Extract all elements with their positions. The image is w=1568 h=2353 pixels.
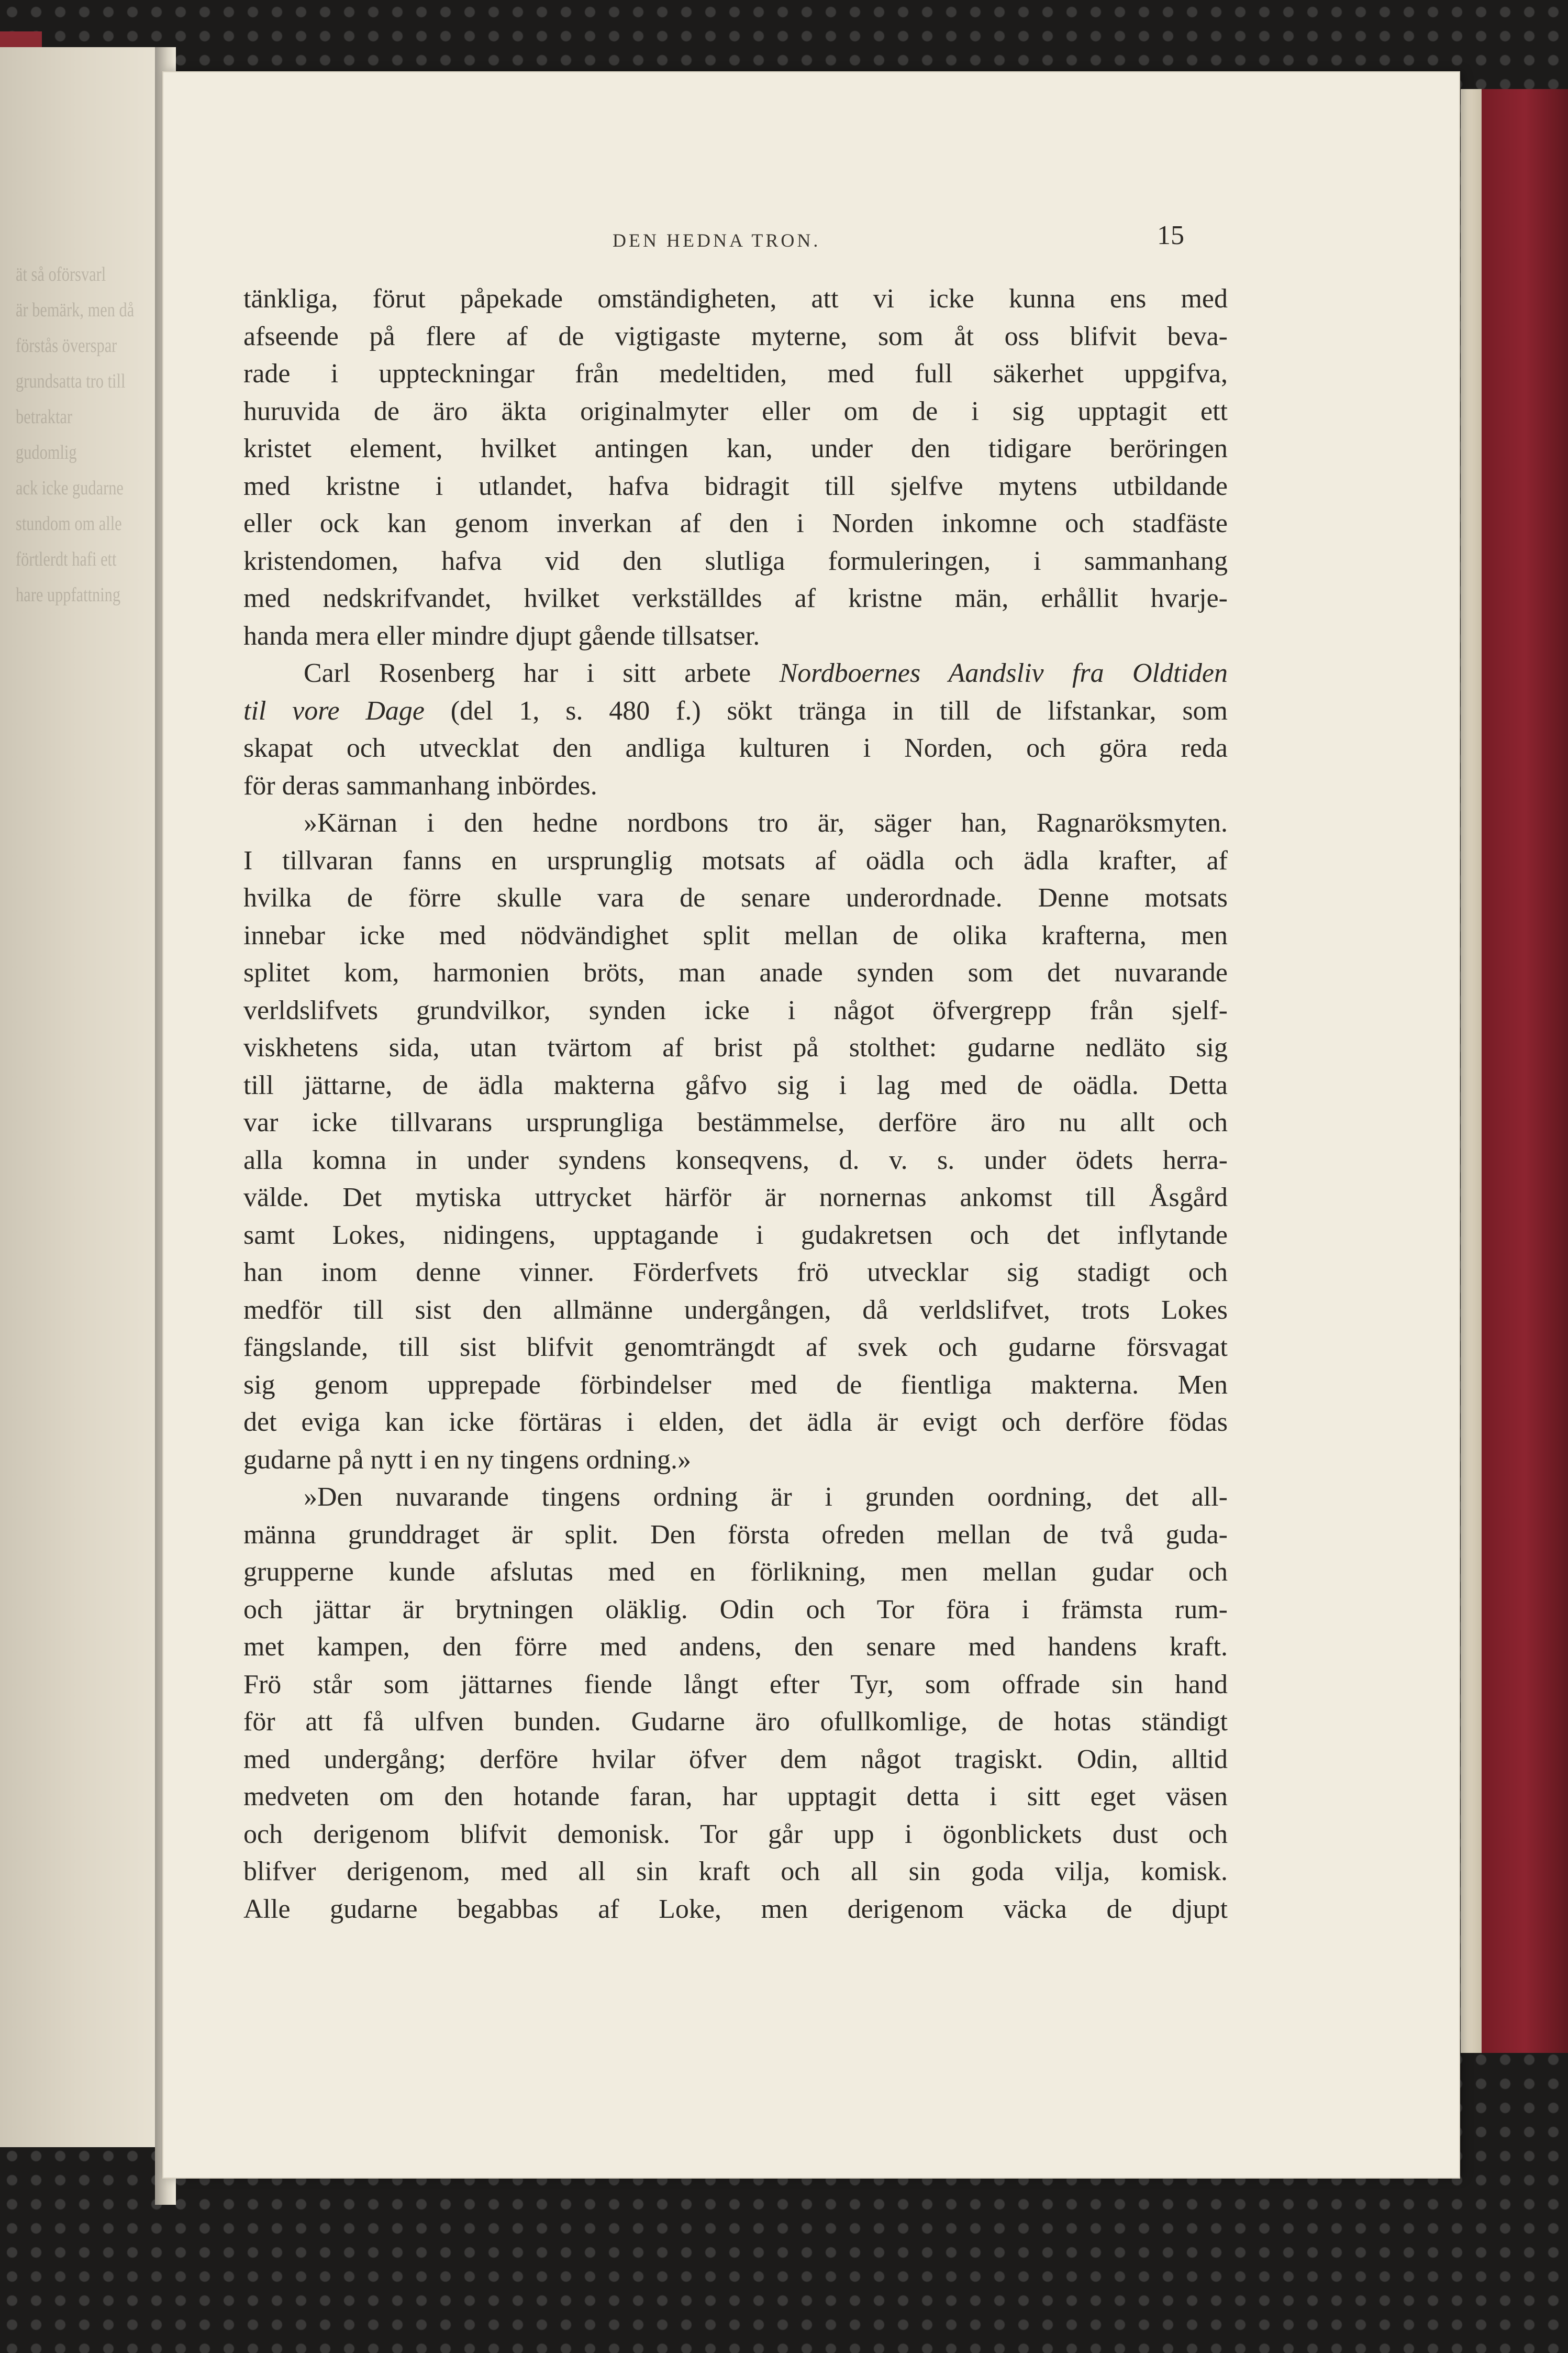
text-run: rade i uppteckningar från medeltiden, med full säkerhet uppgifva, [243, 359, 1228, 389]
text-line [243, 1628, 1228, 1666]
text-run: viskhetens sida, utan tvärtom af brist på stolthet: gudarne nedläto sig [243, 1033, 1228, 1063]
body-text [243, 280, 1228, 1928]
text-line [243, 393, 1228, 430]
text-line [243, 992, 1228, 1030]
text-run: medför till sist den allmänne undergången, då verldslifvet, trots Lokes [243, 1295, 1228, 1325]
text-line [243, 1516, 1228, 1554]
right-book-cover [1461, 89, 1568, 2053]
facing-page-line: hare uppfattning [16, 584, 121, 606]
text-line [243, 1329, 1228, 1366]
text-line [243, 954, 1228, 992]
text-line [243, 1104, 1228, 1142]
text-run: huruvida de äro äkta originalmyter eller om de i sig upptagit ett [243, 396, 1228, 426]
text-run: välde. Det mytiska uttrycket härför är nornernas ankomst till Åsgård [243, 1183, 1228, 1212]
text-run: eller ock kan genom inverkan af den i Norden inkomne och stadfäste [243, 509, 1228, 538]
text-line [243, 1404, 1228, 1441]
text-line [243, 692, 1228, 730]
facing-page-line: stundom om alle [16, 513, 122, 535]
text-line [243, 1666, 1228, 1704]
text-line [243, 430, 1228, 468]
text-line [243, 1816, 1228, 1853]
text-line [243, 468, 1228, 505]
text-run: Frö står som jättarnes fiende långt efter Tyr, som offrade sin hand [243, 1669, 1228, 1699]
text-run: handa mera eller mindre djupt gående tillsatser. [243, 621, 760, 651]
text-line [243, 804, 1228, 842]
text-run: verldslifvets grundvilkor, synden icke i något öfvergrepp från sjelf- [243, 995, 1228, 1025]
text-line [243, 767, 1228, 805]
text-line [243, 879, 1228, 917]
text-run: medveten om den hotande faran, har upptagit detta i sitt eget väsen [243, 1782, 1228, 1811]
facing-page-line: förstås överspar [16, 335, 117, 357]
text-run: kristendomen, hafva vid den slutliga formuleringen, i sammanhang [243, 546, 1228, 576]
text-run: Alle gudarne begabbas af Loke, men derigenom väcka de djupt [243, 1894, 1228, 1924]
text-line [243, 655, 1228, 692]
facing-page-line: ack icke gudarne [16, 477, 124, 499]
text-run: (del 1, s. 480 f.) sökt tränga in till de lifstankar, som [425, 695, 1228, 726]
text-line [243, 1366, 1228, 1404]
text-run: afseende på flere af de vigtigaste myterne, som åt oss blifvit beva- [243, 321, 1228, 351]
text-line [243, 917, 1228, 955]
text-line [243, 280, 1228, 318]
facing-page [0, 47, 173, 2147]
text-line [243, 355, 1228, 393]
text-run: och jättar är brytningen oläklig. Odin och Tor föra i främsta rum- [243, 1594, 1228, 1625]
text-line [243, 617, 1228, 655]
text-run: till jättarne, de ädla makterna gåfvo sig i lag med de oädla. Detta [243, 1070, 1228, 1100]
facing-page-line: förtlerdt hafi ett [16, 548, 117, 570]
text-run: grupperne kunde afslutas med en förlikning, men mellan gudar och [243, 1557, 1228, 1587]
text-line [243, 1591, 1228, 1629]
text-run: »Kärnan i den hedne nordbons tro är, säger han, Ragnaröksmyten. [304, 808, 1228, 838]
text-run: för deras sammanhang inbördes. [243, 770, 597, 801]
text-run: hvilka de förre skulle vara de senare underordnade. Denne motsats [243, 883, 1228, 913]
text-line [243, 842, 1228, 880]
running-head: DEN HEDNA TRON. [613, 230, 821, 251]
facing-page-line: är bemärk, men då [16, 299, 135, 321]
text-line [243, 580, 1228, 617]
text-run: han inom denne vinner. Förderfvets frö utvecklar sig stadigt och [243, 1257, 1228, 1287]
text-line [243, 730, 1228, 767]
text-line [243, 1179, 1228, 1217]
text-run: för att få ulfven bunden. Gudarne äro ofullkomlige, de hotas ständigt [243, 1707, 1228, 1737]
text-line [243, 1254, 1228, 1291]
text-line [243, 1067, 1228, 1104]
text-line [243, 1029, 1228, 1067]
text-line [243, 1441, 1228, 1479]
page-number: 15 [1157, 220, 1184, 250]
text-run: I tillvaran fanns en ursprunglig motsats af oädla och ädla krafter, af [243, 845, 1228, 876]
text-run: »Den nuvarande tingens ordning är i grunden oordning, det all- [304, 1482, 1228, 1512]
text-run: var icke tillvarans ursprungliga bestämmelse, derföre äro nu allt och [243, 1108, 1228, 1137]
text-run: med nedskrifvandet, hvilket verkställdes af kristne män, erhållit hvarje- [243, 583, 1228, 613]
text-line [243, 318, 1228, 356]
text-run: alla komna in under syndens konseqvens, d. v. s. under ödets herra- [243, 1145, 1228, 1175]
text-line [243, 1891, 1228, 1928]
text-run: kristet element, hvilket antingen kan, under den tidigare beröringen [243, 434, 1228, 463]
text-run: det eviga kan icke förtäras i elden, det ädla är evigt och derföre födas [243, 1407, 1228, 1437]
text-line [243, 1778, 1228, 1816]
text-line [243, 1553, 1228, 1591]
text-run: Carl Rosenberg har i sitt arbete [304, 658, 780, 688]
text-run: skapat och utvecklat den andliga kulturen i Norden, och göra reda [243, 733, 1228, 763]
text-line [243, 1217, 1228, 1254]
text-run: tänkliga, förut påpekade omständigheten, att vi icke kunna ens med [243, 284, 1228, 314]
facing-page-text [16, 257, 137, 613]
text-line [243, 1142, 1228, 1179]
text-line [243, 1853, 1228, 1891]
text-line [243, 1703, 1228, 1741]
facing-page-line: grundsatta tro till [16, 370, 126, 392]
text-run: sig genom upprepade förbindelser med de fientliga makterna. Men [243, 1369, 1228, 1400]
text-line [243, 505, 1228, 543]
facing-page-line: ät så oförsvarl [16, 263, 106, 285]
text-line [243, 1741, 1228, 1778]
italic-title: til vore Dage [243, 695, 425, 726]
text-run: blifver derigenom, med all sin kraft och all sin goda vilja, komisk. [243, 1857, 1228, 1886]
text-run: och derigenom blifvit demonisk. Tor går upp i ögonblickets dust och [243, 1819, 1228, 1849]
text-run: med undergång; derföre hvilar öfver dem något tragiskt. Odin, alltid [243, 1744, 1228, 1774]
facing-page-line: betraktar gudomlig [16, 406, 77, 463]
text-line [243, 1478, 1228, 1516]
text-run: samt Lokes, nidingens, upptagande i gudakretsen och det inflytande [243, 1220, 1228, 1250]
text-run: männa grunddraget är split. Den första ofreden mellan de två guda- [243, 1519, 1228, 1550]
italic-title: Nordboernes Aandsliv fra Oldtiden [779, 658, 1228, 688]
text-line [243, 543, 1228, 580]
text-run: splitet kom, harmonien bröts, man anade synden som det nuvarande [243, 958, 1228, 988]
text-run: gudarne på nytt i en ny tingens ordning.» [243, 1444, 691, 1475]
text-line [243, 1291, 1228, 1329]
text-run: met kampen, den förre med andens, den senare med handens kraft. [243, 1632, 1228, 1662]
text-run: innebar icke med nödvändighet split mellan de olika krafterna, men [243, 920, 1228, 951]
text-run: med kristne i utlandet, hafva bidragit till sjelfve mytens utbildande [243, 471, 1228, 501]
text-run: fängslande, till sist blifvit genomträngdt af svek och gudarne försvagat [243, 1332, 1228, 1362]
